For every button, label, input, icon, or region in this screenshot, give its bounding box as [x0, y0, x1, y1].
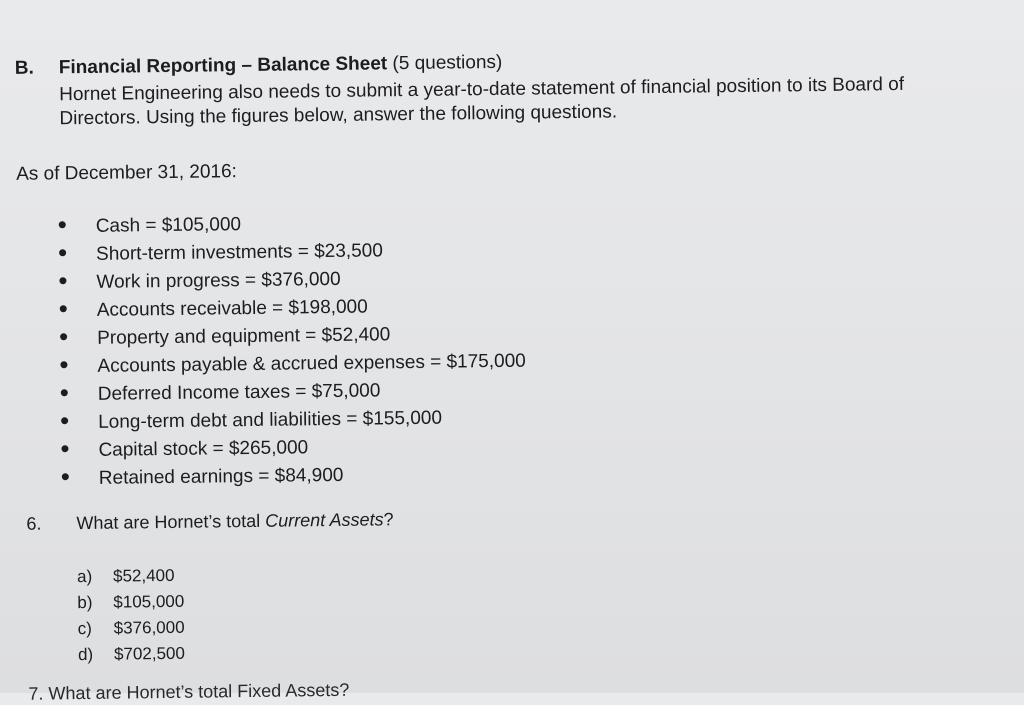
- bullet-icon: [60, 334, 67, 341]
- list-item: [62, 460, 528, 494]
- bullet-icon: [62, 474, 69, 481]
- question-text-emphasis: Current Assets: [265, 509, 384, 531]
- bullet-icon: [61, 446, 68, 453]
- answer-option-d[interactable]: [78, 641, 185, 668]
- section-heading: [59, 52, 503, 79]
- option-letter: c): [77, 618, 92, 639]
- answer-option-c[interactable]: [78, 615, 185, 642]
- option-letter: b): [77, 592, 93, 613]
- section-title: Financial Reporting – Balance Sheet: [58, 53, 388, 79]
- figures-list: [59, 208, 528, 494]
- answer-option-b[interactable]: [77, 589, 184, 616]
- question-text-after: ?: [383, 509, 394, 530]
- as-of-date: As of December 31, 2016:: [16, 161, 237, 185]
- bullet-icon: [59, 222, 66, 229]
- option-value: $105,000: [113, 591, 185, 612]
- section-letter: B.: [14, 57, 34, 79]
- bullet-icon: [61, 390, 68, 397]
- answer-options: [77, 563, 185, 668]
- figure-text: Work in progress = $376,000: [96, 268, 341, 293]
- option-value: $702,500: [113, 643, 186, 664]
- option-letter: a): [76, 566, 93, 587]
- option-value: $376,000: [113, 617, 185, 638]
- answer-option-a[interactable]: [77, 563, 184, 590]
- option-letter: d): [77, 644, 94, 665]
- bullet-icon: [61, 418, 68, 425]
- figure-text: Retained earnings = $84,900: [98, 464, 344, 489]
- bullet-icon: [59, 278, 66, 285]
- figure-text: Long-term debt and liabilities = $155,000: [98, 407, 443, 433]
- question-text: [76, 509, 393, 534]
- next-question-cutoff: 7. What are Hornet’s total Fixed Assets?: [28, 679, 350, 704]
- option-value: $52,400: [112, 565, 175, 586]
- figure-text: Capital stock = $265,000: [98, 437, 309, 461]
- figure-text: Cash = $105,000: [95, 214, 242, 237]
- bullet-icon: [60, 306, 67, 313]
- bullet-icon: [59, 250, 66, 257]
- section-question-count: (5 questions): [392, 51, 503, 75]
- question-text-before: What are Hornet’s total: [76, 510, 266, 534]
- figure-text: Accounts receivable = $198,000: [96, 296, 368, 321]
- figure-text: Property and equipment = $52,400: [97, 324, 391, 349]
- question-number: 6.: [26, 513, 42, 534]
- section-intro: Hornet Engineering also needs to submit a year-to-date statement of financial position to its Board of Directors. Using the figures below, answer the following questions.: [59, 73, 905, 130]
- bullet-icon: [60, 362, 67, 369]
- figure-text: Deferred Income taxes = $75,000: [97, 380, 381, 405]
- figure-text: Accounts payable & accrued expenses = $175,000: [97, 350, 526, 377]
- figure-text: Short-term investments = $23,500: [95, 240, 383, 265]
